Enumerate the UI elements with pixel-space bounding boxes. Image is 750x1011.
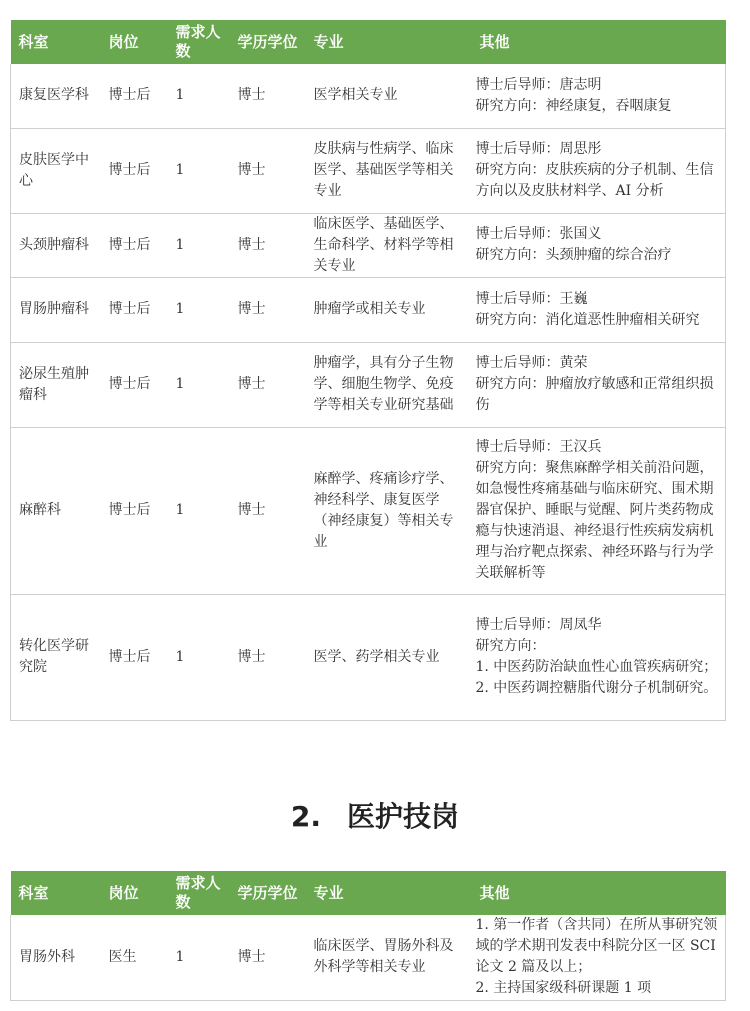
cell-other bbox=[472, 128, 726, 213]
cell-position: 博士后 bbox=[101, 594, 168, 720]
header-degree: 学历学位 bbox=[230, 20, 306, 64]
other-line: 研究方向：皮肤疾病的分子机制、生信方向以及皮肤材料学、AI 分析 bbox=[475, 162, 714, 199]
other-line: 博士后导师：王巍 bbox=[475, 290, 588, 307]
cell-other bbox=[472, 915, 726, 1000]
table-row bbox=[11, 427, 726, 594]
cell-department: 胃肠肿瘤科 bbox=[11, 277, 101, 342]
cell-major: 医学、药学相关专业 bbox=[306, 594, 472, 720]
other-line: 博士后导师：张国义 bbox=[475, 226, 602, 242]
section-heading bbox=[0, 795, 750, 835]
header-position: 岗位 bbox=[101, 871, 168, 915]
cell-degree: 博士 bbox=[230, 342, 306, 427]
other-line: 研究方向：头颈肿瘤的综合治疗 bbox=[475, 247, 672, 263]
cell-count: 1 bbox=[168, 277, 230, 342]
header-position: 岗位 bbox=[101, 20, 168, 64]
cell-position: 博士后 bbox=[101, 277, 168, 342]
table-header-row bbox=[11, 20, 726, 64]
table-row bbox=[11, 128, 726, 213]
cell-department: 麻醉科 bbox=[11, 427, 101, 594]
other-line: 博士后导师：周思彤 bbox=[475, 141, 602, 157]
cell-department: 转化医学研究院 bbox=[11, 594, 101, 720]
cell-major: 临床医学、基础医学、生命科学、材料学等相关专业 bbox=[306, 213, 472, 277]
cell-major: 麻醉学、疼痛诊疗学、神经科学、康复医学（神经康复）等相关专业 bbox=[306, 427, 472, 594]
cell-degree: 博士 bbox=[230, 427, 306, 594]
cell-position: 博士后 bbox=[101, 128, 168, 213]
cell-degree: 博士 bbox=[230, 128, 306, 213]
table-row bbox=[11, 342, 726, 427]
header-degree: 学历学位 bbox=[230, 871, 306, 915]
other-line: 1. 中医药防治缺血性心血管疾病研究； bbox=[475, 659, 718, 675]
postdoc-positions-table bbox=[10, 20, 726, 721]
cell-major: 肿瘤学，具有分子生物学、细胞生物学、免疫学等相关专业研究基础 bbox=[306, 342, 472, 427]
cell-count: 1 bbox=[168, 342, 230, 427]
header-count: 需求人数 bbox=[168, 871, 230, 915]
cell-degree: 博士 bbox=[230, 64, 306, 128]
cell-other bbox=[472, 427, 726, 594]
other-line: 2. 主持国家级科研课题 1 项 bbox=[475, 980, 652, 997]
cell-other bbox=[472, 342, 726, 427]
cell-major: 临床医学、胃肠外科及外科学等相关专业 bbox=[306, 915, 472, 1000]
cell-major: 肿瘤学或相关专业 bbox=[306, 277, 472, 342]
cell-department: 胃肠外科 bbox=[11, 915, 101, 1000]
cell-count: 1 bbox=[168, 64, 230, 128]
other-line: 博士后导师：唐志明 bbox=[475, 76, 602, 93]
header-count: 需求人数 bbox=[168, 20, 230, 64]
other-line: 博士后导师：周凤华 bbox=[475, 617, 602, 633]
header-other: 其他 bbox=[472, 871, 726, 915]
cell-count: 1 bbox=[168, 915, 230, 1000]
table-header-row bbox=[11, 871, 726, 915]
table-row bbox=[11, 213, 726, 277]
section-title: 医护技岗 bbox=[347, 800, 460, 833]
section-number: 2. bbox=[290, 800, 322, 833]
cell-other bbox=[472, 277, 726, 342]
other-line: 研究方向： bbox=[475, 638, 546, 654]
cell-other bbox=[472, 213, 726, 277]
header-department: 科室 bbox=[11, 20, 101, 64]
cell-position: 医生 bbox=[101, 915, 168, 1000]
cell-department: 皮肤医学中心 bbox=[11, 128, 101, 213]
medical-positions-table bbox=[10, 871, 726, 1001]
other-line: 研究方向：聚焦麻醉学相关前沿问题，如急慢性疼痛基础与临床研究、围术期器官保护、睡眠与觉醒、阿片类药物成瘾与快速消退、神经退行性疾病发病机理与治疗靶点探索、神经环路与行为学关联解析等 bbox=[475, 460, 714, 581]
cell-count: 1 bbox=[168, 128, 230, 213]
cell-degree: 博士 bbox=[230, 594, 306, 720]
table-row bbox=[11, 594, 726, 720]
header-other: 其他 bbox=[472, 20, 726, 64]
cell-count: 1 bbox=[168, 427, 230, 594]
cell-department: 头颈肿瘤科 bbox=[11, 213, 101, 277]
other-line: 博士后导师：王汉兵 bbox=[475, 439, 602, 455]
table-row bbox=[11, 915, 726, 1000]
cell-major: 皮肤病与性病学、临床医学、基础医学等相关专业 bbox=[306, 128, 472, 213]
other-line: 研究方向：肿瘤放疗敏感和正常组织损伤 bbox=[475, 376, 714, 413]
header-department: 科室 bbox=[11, 871, 101, 915]
header-major: 专业 bbox=[306, 20, 472, 64]
cell-department: 康复医学科 bbox=[11, 64, 101, 128]
cell-degree: 博士 bbox=[230, 915, 306, 1000]
table-row bbox=[11, 277, 726, 342]
cell-other bbox=[472, 64, 726, 128]
cell-department: 泌尿生殖肿瘤科 bbox=[11, 342, 101, 427]
cell-position: 博士后 bbox=[101, 342, 168, 427]
cell-position: 博士后 bbox=[101, 427, 168, 594]
cell-other bbox=[472, 594, 726, 720]
cell-major: 医学相关专业 bbox=[306, 64, 472, 128]
cell-position: 博士后 bbox=[101, 213, 168, 277]
other-line: 1. 第一作者（含共同）在所从事研究领域的学术期刊发表中科院分区一区 SCI 论文 2 篇及以上； bbox=[475, 917, 718, 976]
cell-position: 博士后 bbox=[101, 64, 168, 128]
cell-degree: 博士 bbox=[230, 213, 306, 277]
cell-count: 1 bbox=[168, 213, 230, 277]
cell-degree: 博士 bbox=[230, 277, 306, 342]
table-row bbox=[11, 64, 726, 128]
cell-count: 1 bbox=[168, 594, 230, 720]
other-line: 研究方向：消化道恶性肿瘤相关研究 bbox=[475, 311, 700, 328]
header-major: 专业 bbox=[306, 871, 472, 915]
other-line: 2. 中医药调控糖脂代谢分子机制研究。 bbox=[475, 680, 718, 696]
other-line: 研究方向：神经康复，吞咽康复 bbox=[475, 97, 672, 114]
other-line: 博士后导师：黄荣 bbox=[475, 355, 588, 371]
